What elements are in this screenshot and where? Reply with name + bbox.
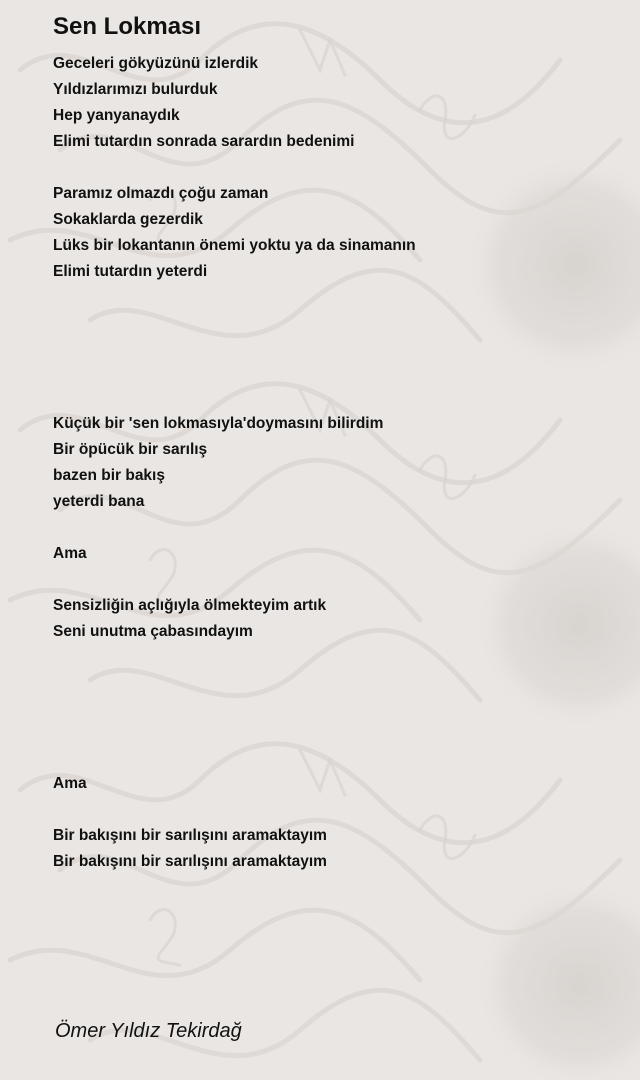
poem-line: Lüks bir lokantanın önemi yoktu ya da sinamanın <box>53 237 416 254</box>
poem-line: yeterdi bana <box>53 493 145 510</box>
poem-line: Küçük bir 'sen lokmasıyla'doymasını bilirdim <box>53 415 384 432</box>
poem-line: Elimi tutardın sonrada sarardın bedenimi <box>53 133 355 150</box>
poem-title: Sen Lokması <box>53 13 202 40</box>
poem-line: Seni unutma çabasındayım <box>53 623 253 640</box>
poem-line: bazen bir bakış <box>53 467 165 484</box>
poem-line: Ama <box>53 775 87 792</box>
poem-line: Paramız olmazdı çoğu zaman <box>53 185 269 202</box>
poem-line: Elimi tutardın yeterdi <box>53 263 208 280</box>
poem-line: Bir bakışını bir sarılışını aramaktayım <box>53 853 327 870</box>
poem-line: Sensizliğin açlığıyla ölmekteyim artık <box>53 597 327 614</box>
poem-line: Geceleri gökyüzünü izlerdik <box>53 55 259 72</box>
poem-author: Ömer Yıldız Tekirdağ <box>55 1020 242 1042</box>
poem-line: Yıldızlarımızı bulurduk <box>53 81 218 98</box>
poem-line: Sokaklarda gezerdik <box>53 211 203 228</box>
poem-line: Ama <box>53 545 87 562</box>
poem-line: Bir bakışını bir sarılışını aramaktayım <box>53 827 327 844</box>
poem-line: Bir öpücük bir sarılış <box>53 441 208 458</box>
poem-line: Hep yanyanaydık <box>53 107 180 124</box>
